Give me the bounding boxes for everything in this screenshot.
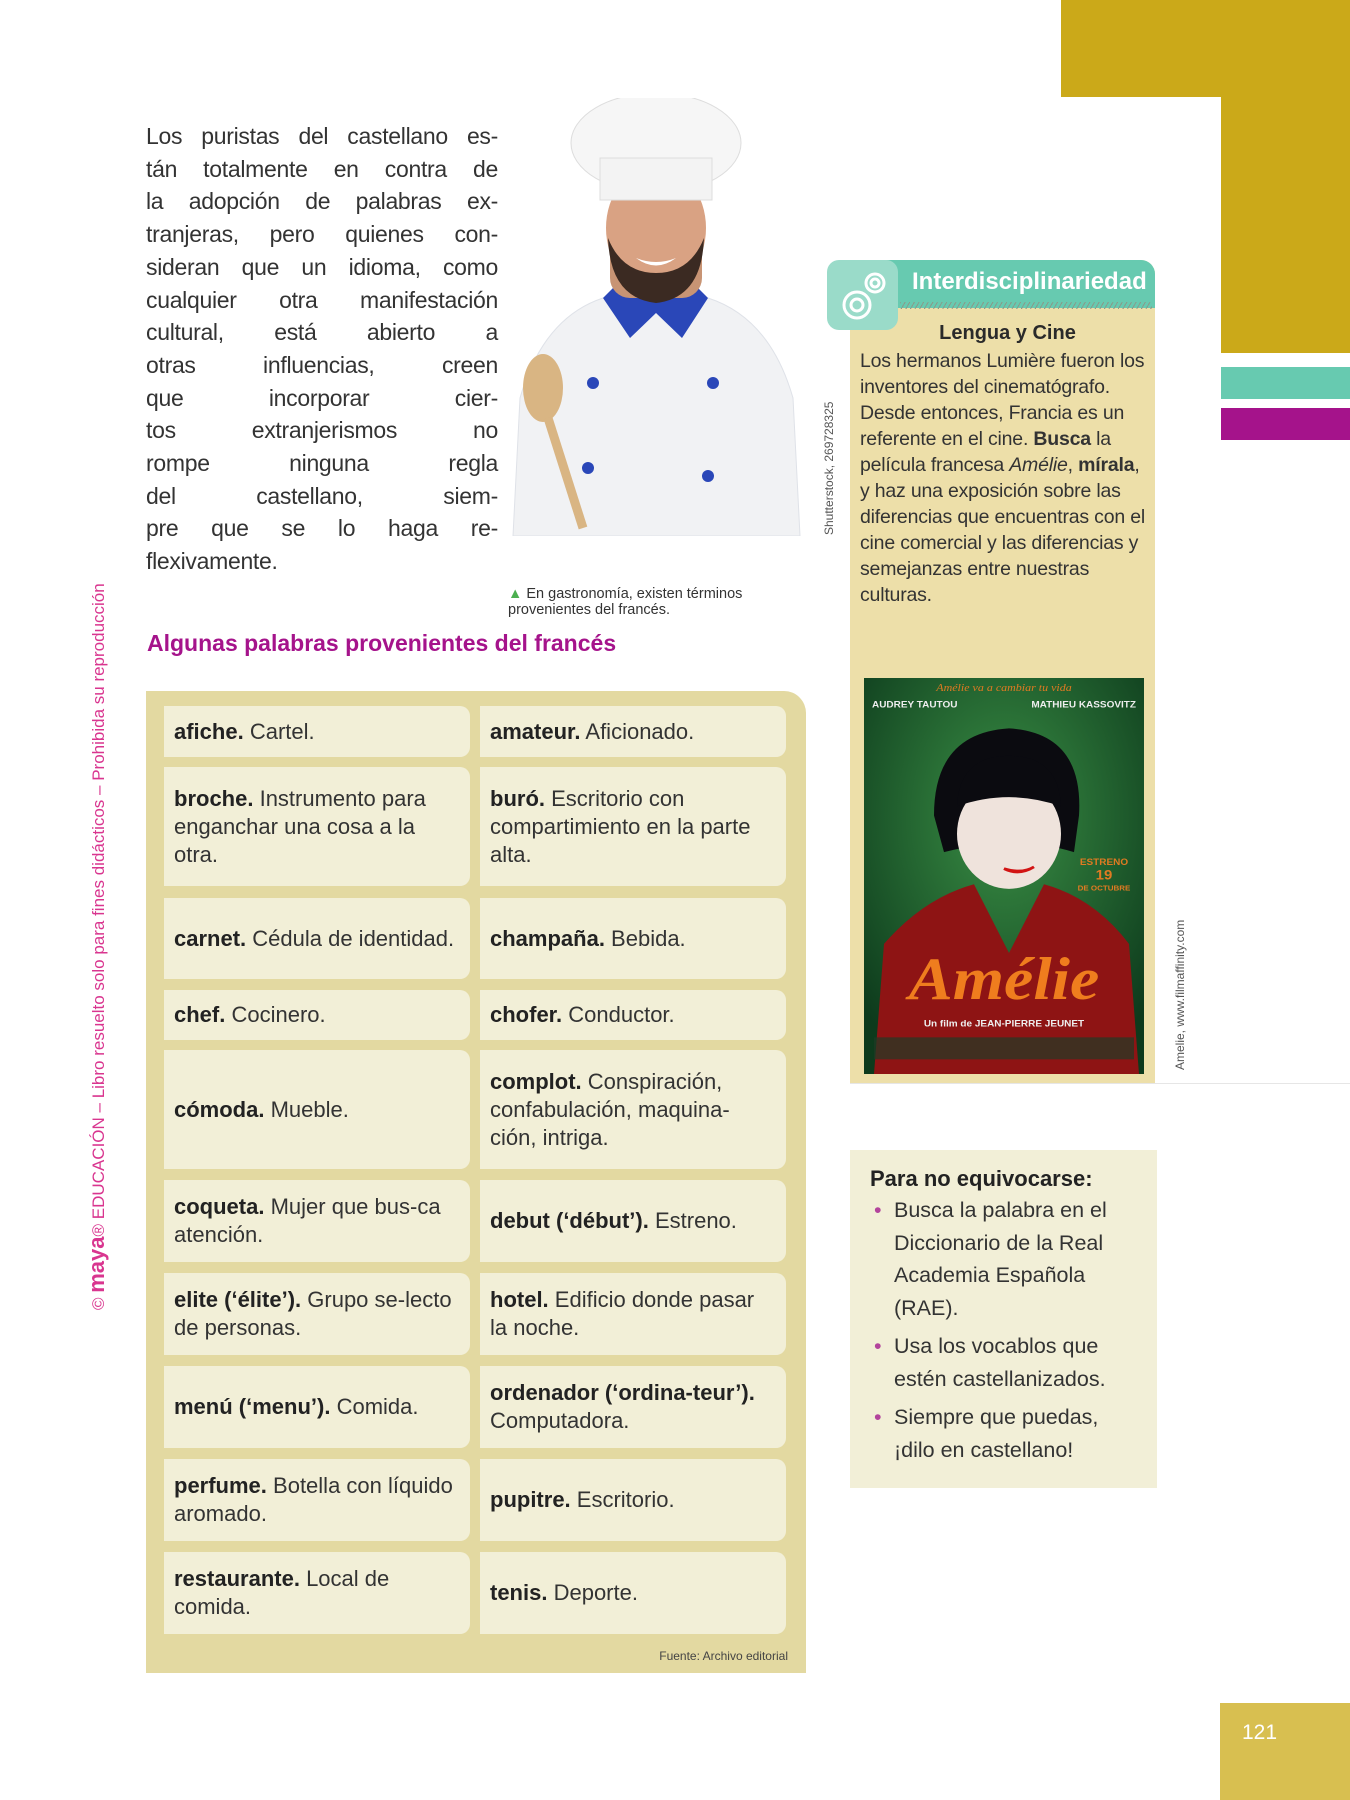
word-term: buró. [490,785,545,811]
svg-text:MATHIEU KASSOVITZ: MATHIEU KASSOVITZ [1031,699,1136,711]
photo-credit: Shutterstock, 269728325 [822,401,836,535]
word-entry [480,1050,786,1169]
intro-line: cultural, está abierto a [146,319,498,346]
word-definition: Edificio donde pasar la noche. [490,1287,755,1340]
word-entry [164,1180,470,1262]
word-entry [164,1366,470,1448]
tip-item: • Siempre que puedas, ¡dilo en castellano! [870,1401,1137,1466]
word-term: complot. [490,1068,582,1094]
word-definition: Deporte. [547,1580,638,1605]
word-entry [480,1552,786,1634]
table-source: Fuente: Archivo editorial [659,1649,788,1663]
word-definition: Conductor. [562,1002,675,1027]
word-definition: Escritorio con compartimiento en la parte alta. [490,785,751,867]
word-definition: Computadora. [490,1408,630,1433]
interdisciplinary-title: Interdisciplinariedad [912,268,1147,295]
word-definition: Estreno. [648,1208,737,1233]
word-term: menú (‘menu’). [174,1394,331,1419]
word-term: tenis. [490,1580,548,1605]
word-term: pupitre. [490,1487,571,1512]
intro-line: sideran que un idioma, como [146,253,498,280]
tips-box [850,1150,1157,1488]
intro-line: flexivamente. [146,548,278,575]
section-subtitle: Algunas palabras provenientes del francés [147,630,617,656]
decorative-gold-block [1221,96,1350,353]
word-definition: Cédula de identidad. [246,925,455,951]
intro-line: pre que se lo haga re- [146,515,498,542]
copyright-notice: © maya® EDUCACIÓN – Libro resuelto solo para fines didácticos – Prohibida su reproducción [84,583,109,1310]
word-definition: Conspiración, confabulación, maquina-ción, intriga. [490,1068,730,1150]
hatch-decoration [900,302,1152,309]
word-entry [164,898,470,979]
intro-line: que incorporar cier- [146,384,498,411]
word-term: hotel. [490,1287,549,1312]
decorative-teal-bar [1221,367,1350,399]
intro-paragraph [146,120,498,578]
word-term: coqueta. [174,1194,265,1219]
svg-text:19: 19 [1095,868,1113,884]
word-entry [164,1459,470,1541]
word-term: perfume. [174,1473,267,1498]
word-term: cómoda. [174,1096,265,1122]
word-term: restaurante. [174,1566,300,1591]
word-definition: Escritorio. [570,1487,675,1512]
word-entry [480,1459,786,1541]
chef-photo [508,98,804,536]
word-entry [480,706,786,757]
photo-caption: ▲ En gastronomía, existen términos provenientes del francés. [508,586,743,618]
interdisciplinary-box [850,260,1155,1083]
tip-item: • Usa los vocablos que estén castellanizados. [870,1330,1137,1395]
word-entry [480,1366,786,1448]
word-term: chofer. [490,1002,563,1027]
word-definition: Botella con líquido aromado. [174,1473,453,1526]
svg-text:Un film de JEAN-PIERRE JEUNET: Un film de JEAN-PIERRE JEUNET [923,1018,1085,1030]
tips-title: Para no equivocarse: [870,1166,1093,1191]
intro-line: tranjeras, pero quienes con- [146,221,498,248]
tip-item: • Busca la palabra en el Diccionario de la Real Academia Española (RAE). [870,1194,1137,1324]
intro-line: cualquier otra manifestación [146,286,498,313]
amelie-movie-poster [864,678,1144,1074]
word-term: broche. [174,785,254,811]
intro-line: tos extranjerismos no [146,417,498,444]
word-entry [480,767,786,886]
page-number: 121 [1220,1703,1350,1800]
decorative-gold-block [1061,0,1350,97]
poster-credit: Amelie, www.filmaffinity.com [1173,919,1187,1070]
word-definition: Aficionado. [580,718,695,744]
interdisciplinary-subtitle: Lengua y Cine [939,322,1076,344]
triangle-icon: ▲ [508,586,523,602]
decorative-magenta-bar [1221,408,1350,440]
word-term: elite (‘élite’). [174,1287,302,1312]
word-entry [480,1180,786,1262]
intro-line: tán totalmente en contra de [146,155,498,182]
word-term: afiche. [174,718,244,744]
svg-text:DE OCTUBRE: DE OCTUBRE [1077,883,1131,893]
word-term: ordenador (‘ordina-teur’). [490,1380,755,1405]
word-term: debut (‘début’). [490,1208,649,1233]
word-definition: Instrumento para enganchar una cosa a la otra. [174,785,426,867]
word-entry [480,898,786,979]
word-term: amateur. [490,718,581,744]
word-entry [164,990,470,1040]
word-entry [164,1552,470,1634]
intro-line: la adopción de palabras ex- [146,188,498,215]
word-definition: Cocinero. [225,1002,326,1027]
word-entry [480,1273,786,1355]
svg-text:Amélie: Amélie [908,945,1100,1013]
divider [850,1083,1350,1084]
word-definition: Local de comida. [174,1566,390,1619]
word-definition: Mueble. [264,1096,349,1122]
word-term: carnet. [174,925,247,951]
intro-line: rompe ninguna regla [146,450,498,477]
svg-text:ESTRENO: ESTRENO [1079,857,1129,868]
intro-line: otras influencias, creen [146,351,498,378]
word-definition: Cartel. [243,718,315,744]
word-entry [164,767,470,886]
word-term: chef. [174,1002,226,1027]
interdisciplinary-text: Los hermanos Lumière fueron los inventores del cinematógrafo. Desde entonces, Francia es un referente en el cine. Busca la película francesa Amélie, mírala, y haz una exposición sobre las diferencias que encuentras con el cine comercial y las diferencias y semejanzas entre nuestras culturas. [860,350,1146,606]
intro-line: del castellano, siem- [146,482,498,509]
svg-text:Amélie va a cambiar tu vida: Amélie va a cambiar tu vida [936,682,1072,694]
word-entry [164,706,470,757]
word-definition: Grupo se-lecto de personas. [174,1287,452,1340]
svg-text:AUDREY TAUTOU: AUDREY TAUTOU [872,699,958,711]
intro-line: Los puristas del castellano es- [146,123,498,149]
word-entry [164,1273,470,1355]
word-definition: Bebida. [604,925,686,951]
word-definition: Comida. [330,1394,419,1419]
word-term: champaña. [490,925,605,951]
french-words-table [146,691,806,1673]
word-definition: Mujer que bus-ca atención. [174,1194,441,1247]
concentric-circles-icon [827,260,898,330]
word-entry [164,1050,470,1169]
word-entry [480,990,786,1040]
